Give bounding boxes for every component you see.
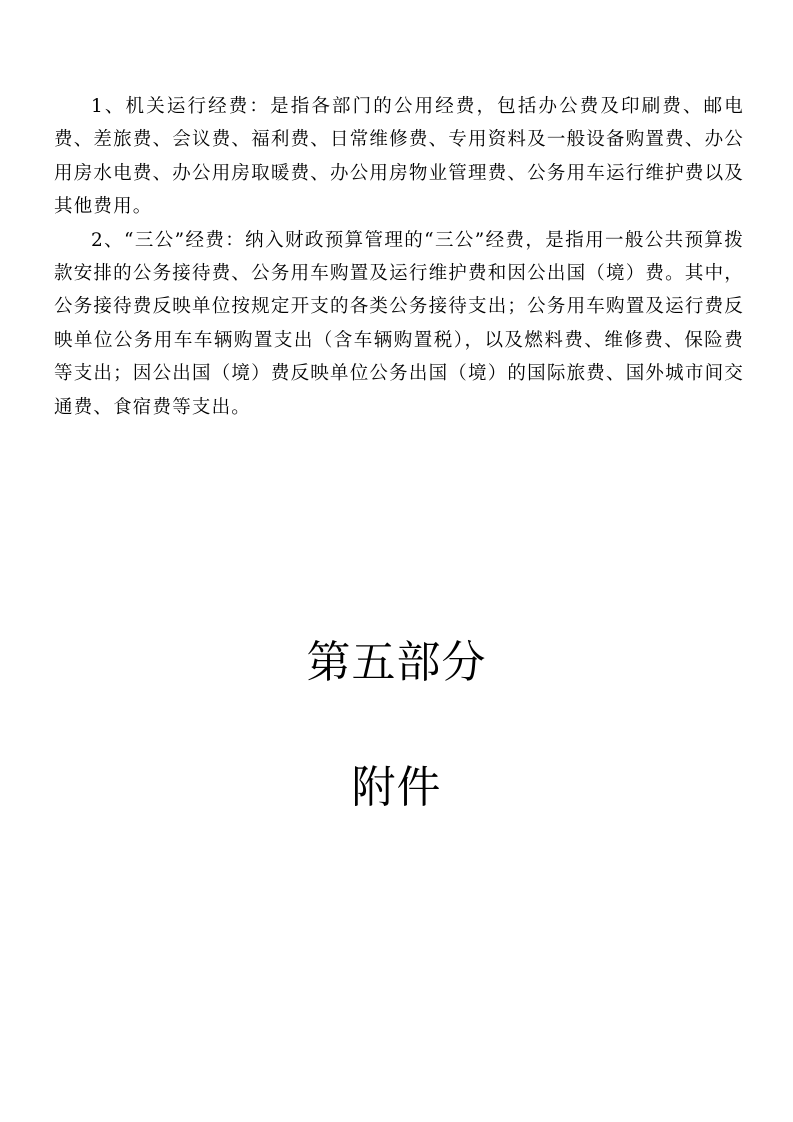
paragraph-three-public-expenses: 2、“三公”经费：纳入财政预算管理的“三公”经费，是指用一般公共预算拨款安排的公务接待费、公务用车购置及运行维护费和因公出国（境）费。其中，公务接待费反映单位按规定开支的各类公务接待支出；公务用车购置及运行费反映单位公务用车车辆购置支出（含车辆购置税），以及燃料费、维修费、保险费等支出；因公出国（境）费反映单位公务出国（境）的国际旅费、国外城市间交通费、食宿费等支出。 xyxy=(54,229,744,418)
definitions-text-block xyxy=(54,90,744,424)
paragraph-operating-expenses: 1、机关运行经费：是指各部门的公用经费，包括办公费及印刷费、邮电费、差旅费、会议费、福利费、日常维修费、专用资料及一般设备购置费、办公用房水电费、办公用房取暖费、办公用房物业管理费、公务用车运行维护费以及其他费用。 xyxy=(54,96,744,218)
subsection-title: 附件 xyxy=(351,762,442,813)
section-title: 第五部分 xyxy=(306,637,487,688)
